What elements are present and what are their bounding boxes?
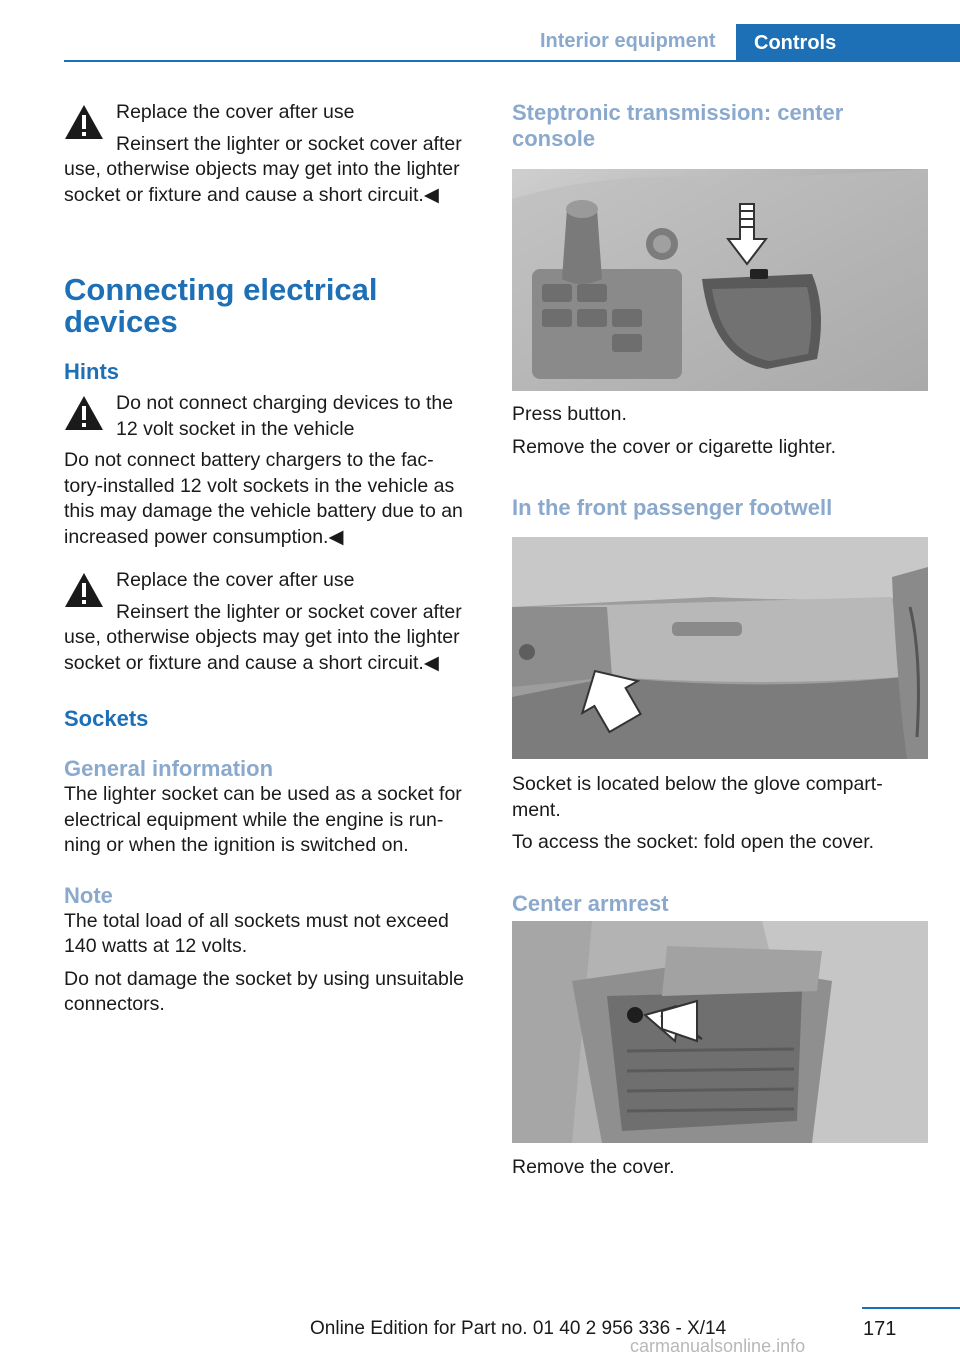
instruction-text: ment.	[512, 798, 561, 821]
warning-text-line: tory-installed 12 volt sockets in the vehicle as	[64, 474, 455, 497]
footer-edition-text: Online Edition for Part no. 01 40 2 956 336 - X/14	[310, 1318, 727, 1339]
body-text-line: connectors.	[64, 993, 165, 1015]
warning-text-line: Reinsert the lighter or socket cover after	[116, 132, 462, 155]
main-heading-line: devices	[64, 304, 178, 339]
warning-text-line: use, otherwise objects may get into the lighter	[64, 626, 460, 648]
warning-text-line: Reinsert the lighter or socket cover after	[116, 600, 462, 623]
warning-block-charging	[64, 391, 484, 550]
header-rule	[64, 60, 960, 62]
instruction-text: To access the socket: fold open the cover.	[512, 831, 875, 853]
warning-block-cover-1	[64, 100, 484, 208]
body-text-line: 140 watts at 12 volts.	[64, 935, 248, 957]
footwell-photo	[512, 537, 928, 759]
general-information-heading: General information	[64, 756, 274, 781]
warning-title: Replace the cover after use	[116, 569, 355, 591]
footer-rule	[862, 1307, 960, 1309]
steptronic-heading-line: console	[512, 126, 596, 151]
hints-heading: Hints	[64, 359, 119, 384]
body-text-line: electrical equipment while the engine is run‐	[64, 808, 444, 831]
warning-title: Replace the cover after use	[116, 101, 355, 123]
warning-text-line: use, otherwise objects may get into the lighter	[64, 158, 460, 180]
body-text-line: ning or when the ignition is switched on.	[64, 834, 409, 856]
instruction-text: Socket is located below the glove compart‐	[512, 773, 883, 795]
instruction-text: Remove the cover.	[512, 1155, 675, 1178]
header-chapter-tab: Controls	[736, 24, 960, 62]
body-text-line: The total load of all sockets must not exceed	[64, 909, 449, 932]
left-column	[64, 100, 484, 1018]
armrest-heading: Center armrest	[512, 890, 669, 916]
steptronic-heading-line: Steptronic transmission: center	[512, 100, 844, 125]
sockets-heading: Sockets	[64, 706, 149, 731]
warning-text-line: increased power consumption.◀	[64, 525, 344, 548]
warning-triangle-icon	[64, 395, 104, 431]
warning-triangle-icon	[64, 104, 104, 140]
body-text-line: Do not damage the socket by using unsuitable	[64, 967, 465, 990]
warning-text-line: this may damage the vehicle battery due to an	[64, 500, 463, 522]
center-console-photo	[512, 169, 928, 391]
warning-text-line: socket or fixture and cause a short circuit.◀	[64, 183, 439, 206]
right-column	[512, 100, 928, 1180]
center-armrest-photo	[512, 921, 928, 1143]
header-section-title: Interior equipment	[540, 30, 716, 52]
body-text-line: The lighter socket can be used as a socket for	[64, 783, 462, 805]
warning-triangle-icon	[64, 572, 104, 608]
main-heading-line: Connecting electrical	[64, 272, 378, 307]
instruction-text: Remove the cover or cigarette lighter.	[512, 435, 837, 458]
warning-title-line: Do not connect charging devices to the	[116, 392, 454, 414]
footwell-heading: In the front passenger footwell	[512, 495, 833, 520]
warning-text-line: Do not connect battery chargers to the fac‐	[64, 449, 434, 471]
warning-block-cover-2	[64, 568, 484, 676]
instruction-text: Press button.	[512, 403, 627, 425]
note-heading: Note	[64, 882, 113, 908]
watermark-text: carmanualsonline.info	[630, 1336, 806, 1356]
page-number: 171	[863, 1318, 897, 1340]
warning-title-line: 12 volt socket in the vehicle	[116, 417, 355, 440]
warning-text-line: socket or fixture and cause a short circuit.◀	[64, 651, 439, 674]
